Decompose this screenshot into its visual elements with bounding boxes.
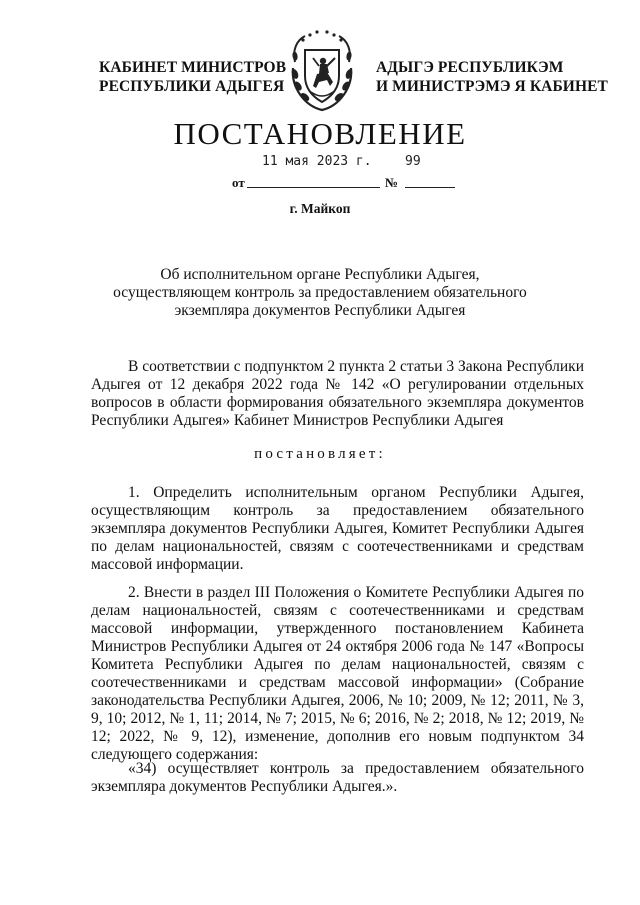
number-label: № xyxy=(385,175,399,190)
typed-number: 99 xyxy=(405,154,421,169)
item-1-paragraph: 1. Определить исполнительным органом Республики Адыгея, осуществляющим контроль за предоставлением обязательного экземпляра документов Республики Адыгея, Комитет Республики Адыгея по делам национальностей, связям с соотечественниками и средствам массовой информации. xyxy=(91,484,584,573)
issuer-ady-line2: И МИНИСТРЭМЭ Я КАБИНЕТ xyxy=(376,78,608,95)
city: г. Майкоп xyxy=(289,201,351,216)
quoted-subitem: «34) осуществляет контроль за предоставлением обязательного экземпляра документов Республики Адыгея.». xyxy=(91,760,584,795)
item-2-paragraph: 2. Внести в раздел III Положения о Комитете Республики Адыгея по делам национальностей, связям с соотечественниками и средствам массовой информации, утвержденного постановлением Кабинета Министров Республики Адыгея от 24 октября 2006 года № 147 «Вопросы Комитета Республики Адыгея по делам национальностей, связям с соотечественниками и средствам массовой информации» (Собрание законодательства Республики Адыгея, 2006, № 10; 2009, № 12; 2011, № 3, 9, 10; 2012, № 1, 11; 2014, № 7; 2015, № 6; 2016, № 2; 2018, № 12; 2019, № 12; 2022, № 9, 12), изменение, дополнив его новым подпунктом 34 следующего содержания: xyxy=(91,584,584,763)
document-title: ПОСТАНОВЛЕНИЕ xyxy=(173,116,467,151)
issuer-ady xyxy=(376,58,608,96)
date-number-row xyxy=(232,167,462,191)
issuer-ru xyxy=(99,58,286,96)
date-underline xyxy=(247,187,380,188)
date-label: от xyxy=(232,175,245,190)
issuer-ady-line1: АДЫГЭ РЕСПУБЛИКЭМ xyxy=(376,59,564,76)
decree-word: постановляет: xyxy=(254,446,386,462)
typed-date: 11 мая 2023 г. xyxy=(262,154,372,169)
number-underline xyxy=(405,187,455,188)
issuer-ru-line2: РЕСПУБЛИКИ АДЫГЕЯ xyxy=(99,78,285,95)
coat-of-arms-emblem xyxy=(283,28,361,112)
document-subject: Об исполнительном органе Республики Адыгея, осуществляющем контроль за предоставлением обязательного экземпляра документов Республики Адыгея xyxy=(113,266,527,319)
issuer-ru-line1: КАБИНЕТ МИНИСТРОВ xyxy=(99,59,287,76)
preamble-paragraph: В соответствии с подпунктом 2 пункта 2 статьи 3 Закона Республики Адыгея от 12 декабря 2022 года № 142 «О регулировании отдельных вопросов в области формирования обязательного экземпляра документов Республики Адыгея» Кабинет Министров Республики Адыгея xyxy=(91,358,584,429)
